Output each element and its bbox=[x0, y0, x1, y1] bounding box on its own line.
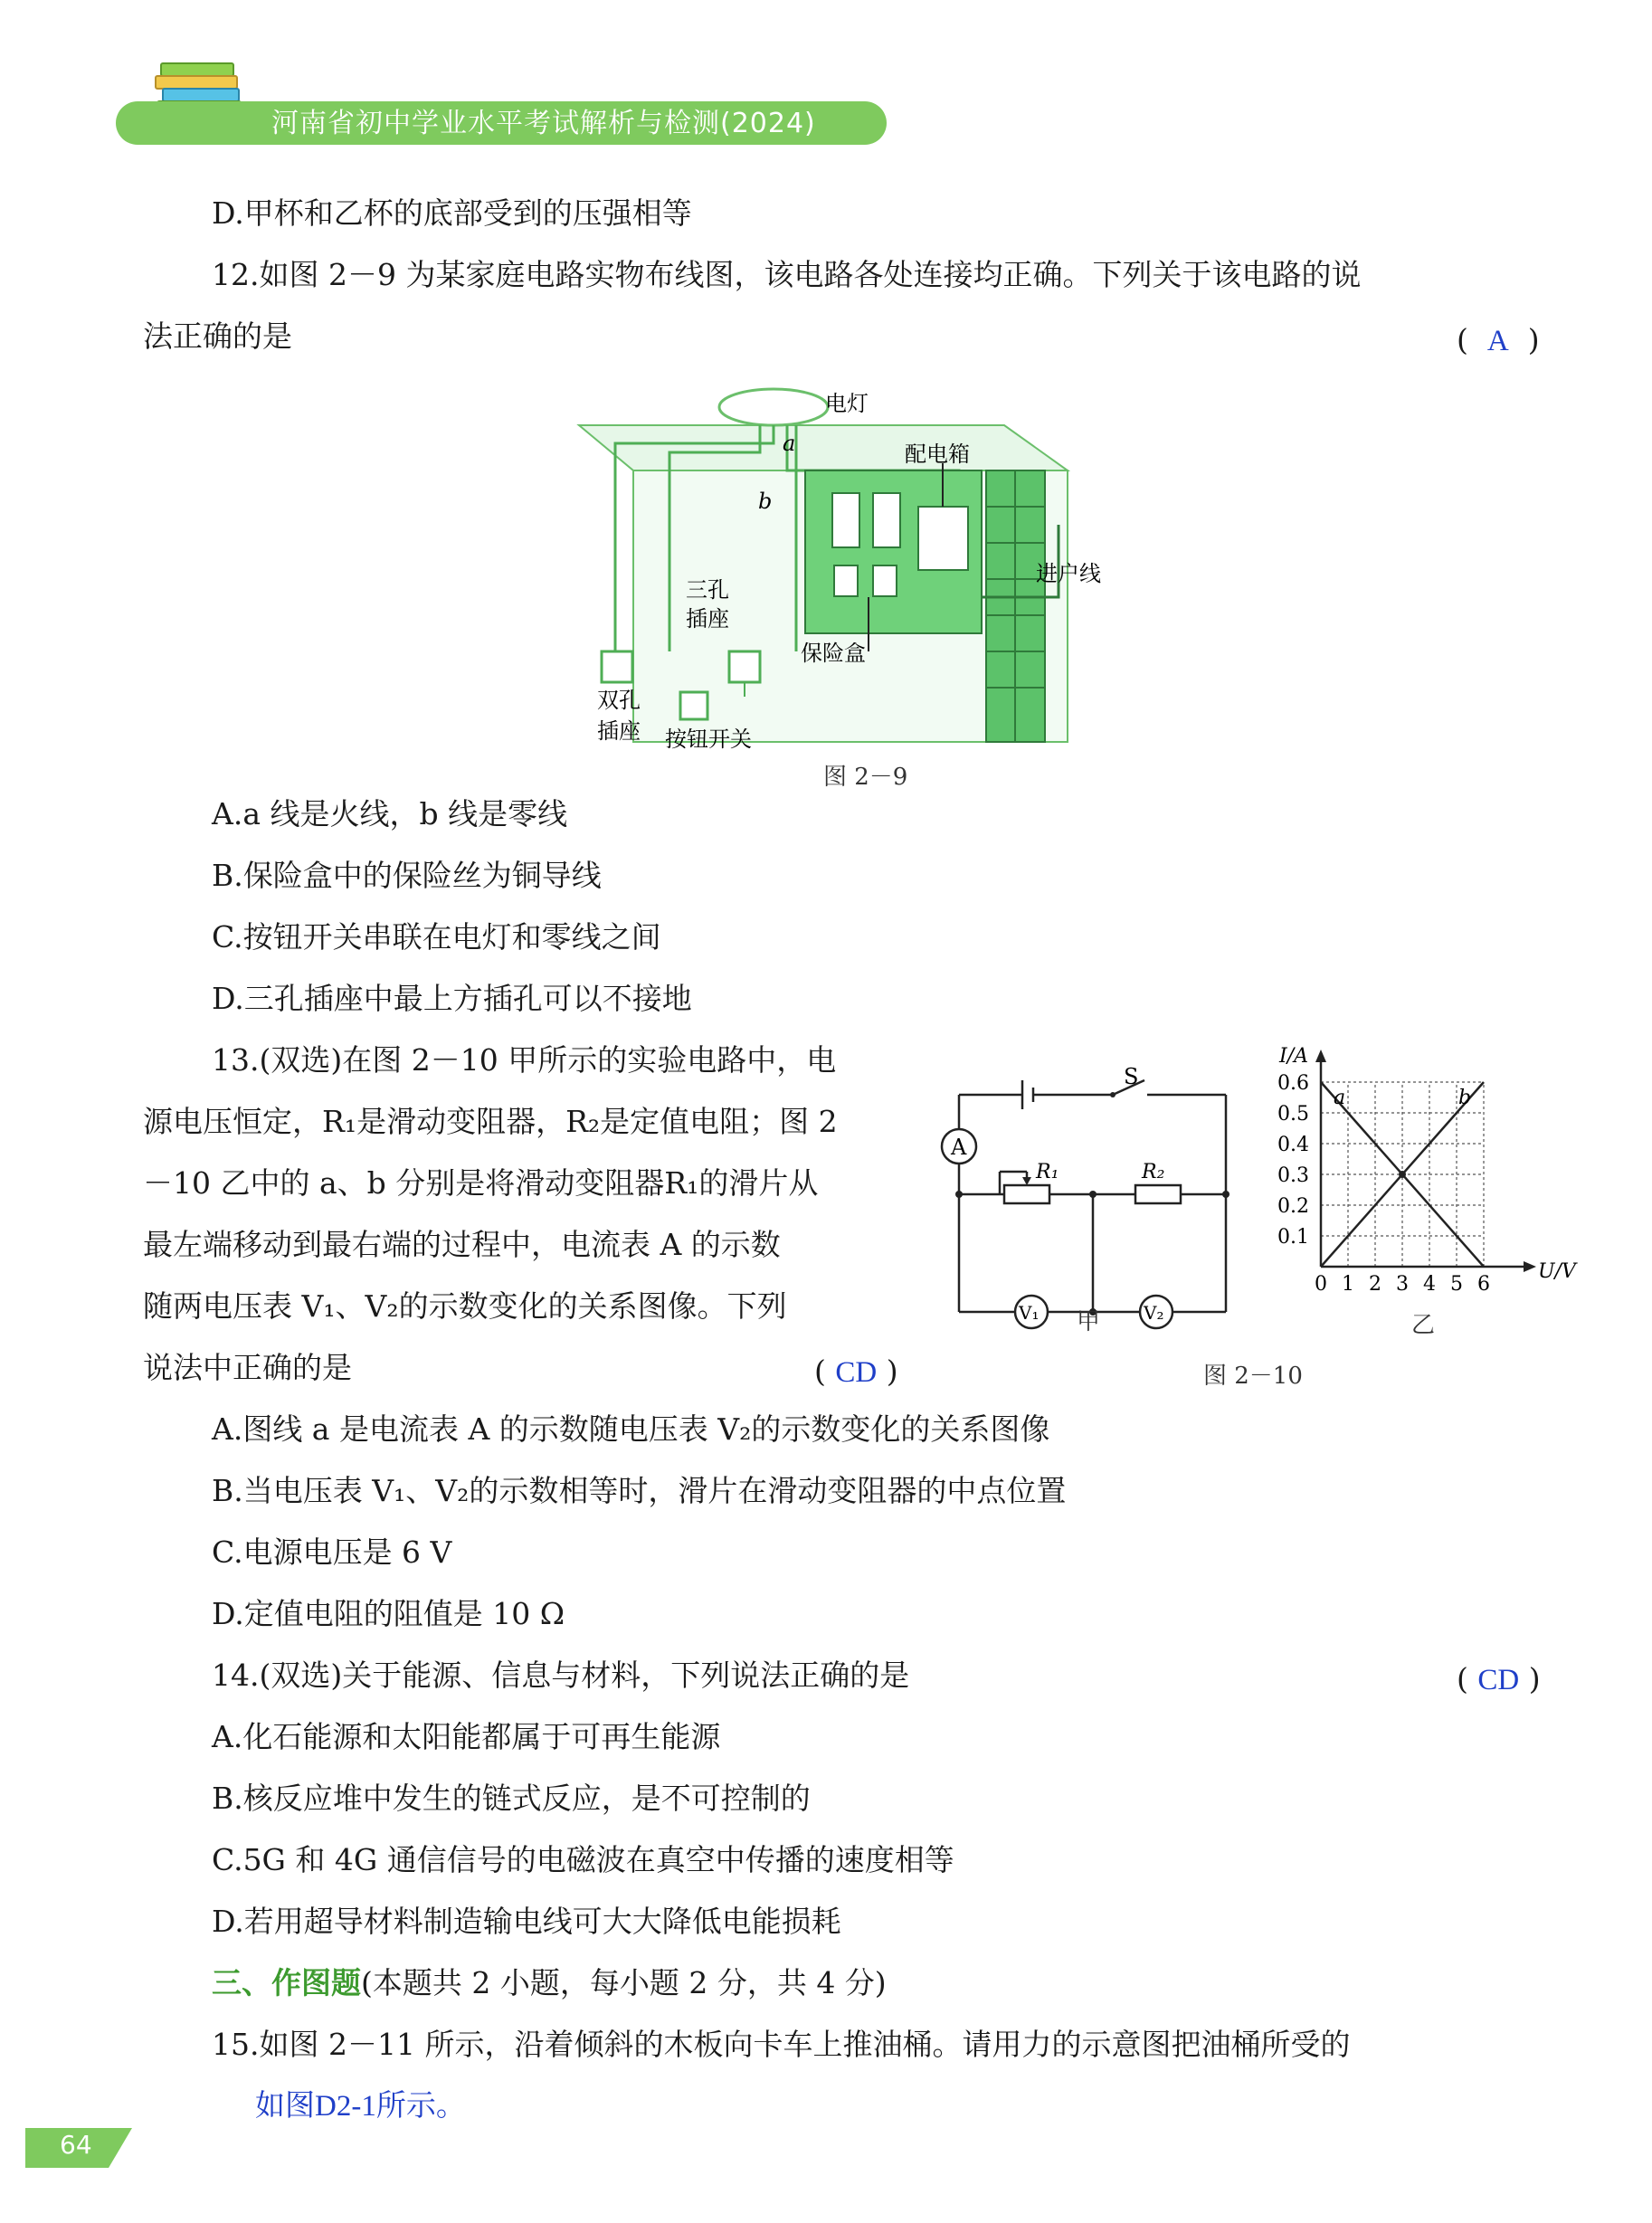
circuit-label-v2: V₂ bbox=[1144, 1302, 1164, 1324]
q13-answer: CD bbox=[835, 1356, 878, 1389]
x-tick-label: 2 bbox=[1369, 1273, 1381, 1296]
x-tick-label: 4 bbox=[1423, 1273, 1436, 1296]
x-tick-label: 6 bbox=[1477, 1273, 1490, 1296]
y-tick-label: 0.6 bbox=[1277, 1072, 1309, 1095]
y-tick-label: 0.4 bbox=[1277, 1134, 1309, 1156]
q12-stem-line1: 12.如图 2－9 为某家庭电路实物布线图，该电路各处连接均正确。下列关于该电路的说 bbox=[212, 257, 1362, 292]
x-tick-label: 5 bbox=[1450, 1273, 1463, 1296]
circuit-label-v1: V₁ bbox=[1019, 1302, 1040, 1324]
q14-option-d: D.若用超导材料制造输电线可大大降低电能损耗 bbox=[212, 1904, 841, 1939]
q12-answer-bracket: ( A ) bbox=[1457, 322, 1540, 357]
graph-name: 乙 bbox=[1411, 1312, 1436, 1339]
y-tick-label: 0.2 bbox=[1277, 1195, 1309, 1218]
intersection-point bbox=[1399, 1171, 1406, 1178]
lamp-icon bbox=[719, 389, 828, 425]
figure-2-9-caption: 图 2－9 bbox=[823, 764, 908, 791]
x-tick-label: 1 bbox=[1342, 1273, 1354, 1296]
q15-answer-note: 如图D2-1所示。 bbox=[255, 2090, 466, 2123]
q14-answer: CD bbox=[1477, 1664, 1520, 1696]
series-label-a: a bbox=[1334, 1087, 1346, 1109]
y-tick-label: 0.5 bbox=[1277, 1103, 1309, 1126]
fig-label-a: a bbox=[783, 431, 796, 456]
q12-answer: A bbox=[1486, 325, 1509, 357]
circuit-label-r2: R₂ bbox=[1142, 1161, 1165, 1183]
section3-heading bbox=[212, 1963, 887, 2003]
q12-stem-line2: 法正确的是 bbox=[143, 318, 292, 354]
q13-line-6: 说法中正确的是 bbox=[143, 1350, 352, 1385]
circuit-label-a: A bbox=[951, 1135, 967, 1160]
fig-label-switch: 按钮开关 bbox=[665, 727, 752, 752]
q13-line-1: 13.(双选)在图 2－10 甲所示的实验电路中，电 bbox=[212, 1042, 837, 1078]
voltmeter-2-icon bbox=[1140, 1296, 1173, 1328]
fig-label-lamp: 电灯 bbox=[825, 391, 869, 416]
q11-option-d: D.甲杯和乙杯的底部受到的压强相等 bbox=[212, 195, 692, 231]
q13-option-a: A.图线 a 是电流表 A 的示数随电压表 V₂的示数变化的关系图像 bbox=[212, 1411, 1050, 1447]
circuit-label-r1: R₁ bbox=[1036, 1161, 1059, 1183]
x-tick-label: 3 bbox=[1396, 1273, 1409, 1296]
fig-label-box: 配电箱 bbox=[905, 442, 970, 467]
q13-option-d: D.定值电阻的阻值是 10 Ω bbox=[212, 1596, 565, 1631]
fig-label-fuse-box: 保险盒 bbox=[801, 641, 866, 666]
ammeter-icon bbox=[942, 1129, 976, 1164]
q13-line-2: 源电压恒定，R₁是滑动变阻器，R₂是定值电阻；图 2 bbox=[143, 1104, 838, 1139]
brick-wall bbox=[986, 470, 1045, 742]
series-label-b: b bbox=[1458, 1087, 1472, 1109]
y-tick-label: 0.3 bbox=[1277, 1164, 1309, 1187]
fig-label-two-hole-1: 双孔 bbox=[597, 688, 641, 713]
x-tick-label: 0 bbox=[1315, 1273, 1327, 1296]
q14-stem: 14.(双选)关于能源、信息与材料，下列说法正确的是 bbox=[212, 1658, 910, 1693]
q13-option-c: C.电源电压是 6 V bbox=[212, 1534, 452, 1570]
graph-xlabel: U/V bbox=[1538, 1260, 1576, 1283]
iv-graph bbox=[1267, 1040, 1576, 1296]
three-hole-socket-icon bbox=[729, 651, 760, 682]
header-title: 河南省初中学业水平考试解析与检测(2024) bbox=[271, 108, 816, 139]
voltmeter-1-icon bbox=[1015, 1296, 1048, 1328]
two-hole-socket-icon bbox=[602, 651, 632, 682]
circuit-label-s: S bbox=[1124, 1064, 1139, 1089]
q13-line-3: －10 乙中的 a、b 分别是将滑动变阻器R₁的滑片从 bbox=[143, 1165, 819, 1201]
q15-stem: 15.如图 2－11 所示，沿着倾斜的木板向卡车上推油桶。请用力的示意图把油桶所受的 bbox=[212, 2027, 1351, 2062]
section3-title: 三、作图题 bbox=[212, 1965, 361, 2000]
fig-label-two-hole-2: 插座 bbox=[597, 718, 641, 744]
graph-ylabel: I/A bbox=[1279, 1045, 1308, 1068]
fig-label-b: b bbox=[758, 489, 773, 514]
q12-option-c: C.按钮开关串联在电灯和零线之间 bbox=[212, 919, 661, 955]
fig-label-incoming: 进户线 bbox=[1036, 561, 1101, 586]
q14-option-a: A.化石能源和太阳能都属于可再生能源 bbox=[212, 1719, 721, 1754]
y-axis-arrow bbox=[1315, 1050, 1326, 1062]
q13-line-4: 最左端移动到最右端的过程中，电流表 A 的示数 bbox=[143, 1227, 781, 1262]
page-number: 64 bbox=[60, 2130, 92, 2160]
figure-2-10-caption: 图 2－10 bbox=[1203, 1363, 1303, 1390]
q13-option-b: B.当电压表 V₁、V₂的示数相等时，滑片在滑动变阻器的中点位置 bbox=[212, 1473, 1067, 1508]
y-tick-label: 0.1 bbox=[1277, 1226, 1309, 1249]
fig-label-three-hole-1: 三孔 bbox=[686, 577, 729, 603]
fig-label-three-hole-2: 插座 bbox=[686, 606, 729, 632]
q13-answer-bracket: ( CD ) bbox=[814, 1354, 898, 1389]
q14-option-b: B.核反应堆中发生的链式反应，是不可控制的 bbox=[212, 1781, 811, 1816]
q14-answer-bracket: ( CD ) bbox=[1457, 1661, 1541, 1696]
section3-note: (本题共 2 小题，每小题 2 分，共 4 分) bbox=[361, 1965, 887, 2000]
push-switch-icon bbox=[680, 692, 707, 719]
q14-option-c: C.5G 和 4G 通信信号的电磁波在真空中传播的速度相等 bbox=[212, 1842, 954, 1877]
q12-option-b: B.保险盒中的保险丝为铜导线 bbox=[212, 858, 602, 893]
figure-2-10-graph bbox=[1267, 1040, 1576, 1296]
q13-line-5: 随两电压表 V₁、V₂的示数变化的关系图像。下列 bbox=[143, 1288, 787, 1324]
figure-2-9 bbox=[579, 380, 1140, 764]
q12-option-a: A.a 线是火线，b 线是零线 bbox=[212, 796, 568, 831]
q12-option-d: D.三孔插座中最上方插孔可以不接地 bbox=[212, 981, 692, 1016]
circuit-name: 甲 bbox=[1077, 1308, 1101, 1335]
x-axis-arrow bbox=[1524, 1261, 1536, 1272]
